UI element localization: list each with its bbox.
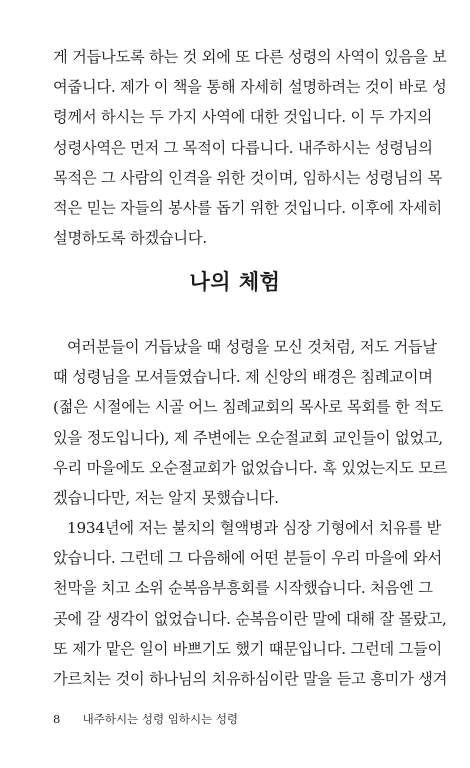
text-line: 때 성령님을 모셔들였습니다. 제 신앙의 배경은 침례교이며 <box>53 368 433 387</box>
section-heading: 나의 체험 <box>189 269 281 294</box>
page-footer <box>53 711 238 727</box>
text-line: 게 거듭나도록 하는 것 외에 또 다른 성령의 사역이 있음을 보 <box>53 48 447 66</box>
text-line: 여줍니다. 제가 이 책을 통해 자세히 설명하려는 것이 바로 성 <box>53 78 447 97</box>
text-line: 또 제가 맡은 일이 바쁘기도 했기 때문입니다. 그런데 그들이 <box>53 639 442 658</box>
page-number: 8 <box>53 712 61 726</box>
body-paragraph <box>53 332 448 513</box>
text-line: 곳에 갈 생각이 없었습니다. 순복음이란 말에 대해 잘 몰랐고, <box>53 609 447 628</box>
text-line: 있을 정도입니다), 제 주변에는 오순절교회 교인들이 없었고, <box>53 428 444 447</box>
body-paragraph <box>53 513 448 694</box>
text-line: 천막을 치고 소위 순복음부흥회를 시작했습니다. 처음엔 그 <box>53 579 433 598</box>
running-title: 내주하시는 성령 임하시는 성령 <box>82 712 239 726</box>
text-line: 성령사역은 먼저 그 목적이 다릅니다. 내주하시는 성령님의 <box>53 138 433 157</box>
text-line: 가르치는 것이 하나님의 치유하심이란 말을 듣고 흥미가 생겨 <box>53 670 448 689</box>
text-line: 우리 마을에도 오순절교회가 없었습니다. 혹 있었는지도 모르 <box>53 458 448 477</box>
text-line: 목적은 그 사람의 인격을 위한 것이며, 임하시는 성령님의 목 <box>53 168 442 187</box>
text-line: 았습니다. 그런데 그 다음해에 어떤 분들이 우리 마을에 와서 <box>53 549 442 568</box>
text-line: 겠습니다만, 저는 알지 못했습니다. <box>53 489 279 508</box>
text-line: 설명하도록 하겠습니다. <box>53 229 207 248</box>
text-line: 여러분들이 거듭났을 때 성령을 모신 것처럼, 저도 거듭날 <box>67 338 437 356</box>
text-line: 령께서 하시는 두 가지 사역에 대한 것입니다. 이 두 가지의 <box>53 108 433 127</box>
text-line: 적은 믿는 자들의 봉사를 돕기 위한 것입니다. 이후에 자세히 <box>53 199 442 218</box>
intro-paragraph <box>53 42 447 253</box>
text-line: 1934년에 저는 불치의 혈액병과 심장 기형에서 치유를 받 <box>67 519 442 537</box>
text-line: (젊은 시절에는 시골 어느 침례교회의 목사로 목회를 한 적도 <box>53 398 444 417</box>
